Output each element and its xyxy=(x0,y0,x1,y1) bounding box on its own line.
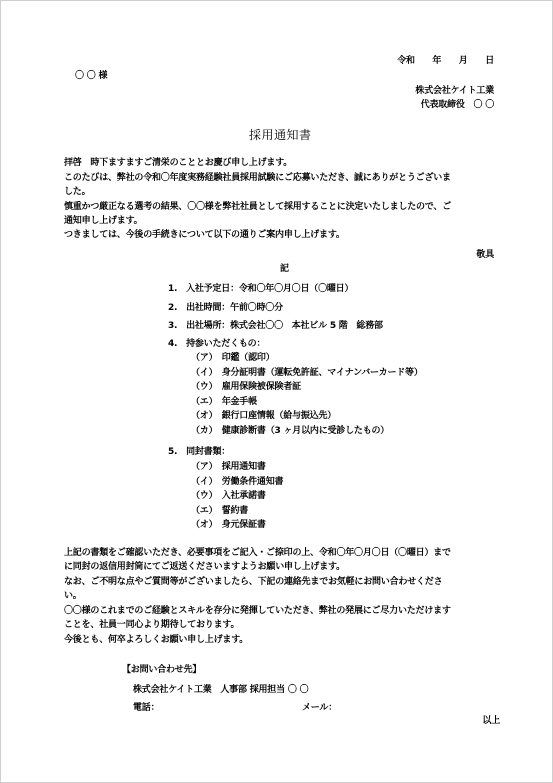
company-name: 株式会社ケイト工業 xyxy=(415,86,494,96)
sub-list-item: （ア） 印鑑（認印） xyxy=(191,353,275,363)
sub-list-item: （イ） 身分証明書（運転免許証、マイナンバーカード等） xyxy=(191,368,423,378)
closing-line: に同封の返信用封筒にてご返送くださいますようお願い申し上げます。 xyxy=(64,562,345,572)
sub-list-item: （カ） 健康診断書（3 ヶ月以内に受診したもの） xyxy=(191,426,390,436)
list-item: 1. 入社予定日：令和〇年〇月〇日（〇曜日） xyxy=(168,284,354,294)
sub-list-item: （ウ） 入社承諾書 xyxy=(191,491,266,501)
ijo-label: 以上 xyxy=(482,716,500,726)
ki-label: 記 xyxy=(280,264,289,274)
phone-label: 電話： xyxy=(133,703,160,713)
body-line: した。 xyxy=(64,187,91,197)
body-line: 通知申し上げます。 xyxy=(64,216,143,226)
closing-line: 今後とも、何卒よろしくお願い申し上げます。 xyxy=(64,635,249,645)
list-item: 5. 同封書類： xyxy=(168,447,231,457)
closing-keigu: 敬具 xyxy=(476,250,494,260)
list-item: 3. 出社場所：株式会社〇〇 本社ビル 5 階 総務部 xyxy=(168,321,383,331)
sub-list-item: （ア） 採用通知書 xyxy=(191,462,266,472)
mail-label: メール： xyxy=(302,703,338,713)
document-title: 採用通知書 xyxy=(249,128,312,142)
sub-list-item: （オ） 身元保証書 xyxy=(191,520,266,530)
list-item: 4. 持参いただくもの： xyxy=(168,339,266,349)
closing-line: 〇〇様のこれまでのご経験とスキルを存分に発揮していただき、弊社の発展にご尽力いただけます xyxy=(64,606,451,616)
closing-line: ことを、社員一同心より期待しております。 xyxy=(64,620,240,630)
date-line: 令和 年 月 日 xyxy=(397,56,494,66)
body-line: 慎重かつ厳正なる選考の結果、〇〇様を弊社社員として採用することに決定いたしましたので、ご xyxy=(64,202,452,212)
closing-line: い。 xyxy=(64,591,82,601)
body-line: 拝啓 時下ますますご清栄のこととお慶び申し上げます。 xyxy=(64,158,293,168)
sub-list-item: （エ） 年金手帳 xyxy=(191,397,257,407)
body-line: つきましては、今後の手続きについて以下の通りご案内申し上げます。 xyxy=(64,230,345,240)
closing-line: なお、ご不明な点やご質問等がございましたら、下記の連絡先までお気軽にお問い合わせくださ xyxy=(64,577,443,587)
sub-list-item: （オ） 銀行口座情報（給与振込先） xyxy=(191,411,337,421)
list-item: 2. 出社時間：午前〇時〇分 xyxy=(168,303,283,313)
body-line: このたびは、弊社の令和〇年度実務経験社員採用試験にご応募いただき、誠にありがとうございま xyxy=(64,173,451,183)
contact-line: 株式会社ケイト工業 人事部 採用担当 〇 〇 xyxy=(133,685,309,695)
representative: 代表取締役 〇 〇 xyxy=(420,100,494,110)
sub-list-item: （イ） 労働条件通知書 xyxy=(191,477,284,487)
recipient: 〇 〇 様 xyxy=(75,71,108,81)
sub-list-item: （ウ） 雇用保険被保険者証 xyxy=(191,382,301,392)
sub-list-item: （エ） 誓約書 xyxy=(191,506,249,516)
contact-header: 【お問い合わせ先】 xyxy=(122,665,202,675)
closing-line: 上記の書類をご確認いただき、必要事項をご記入・ご捺印の上、令和〇年〇月〇日（〇曜日）まで xyxy=(64,548,451,558)
